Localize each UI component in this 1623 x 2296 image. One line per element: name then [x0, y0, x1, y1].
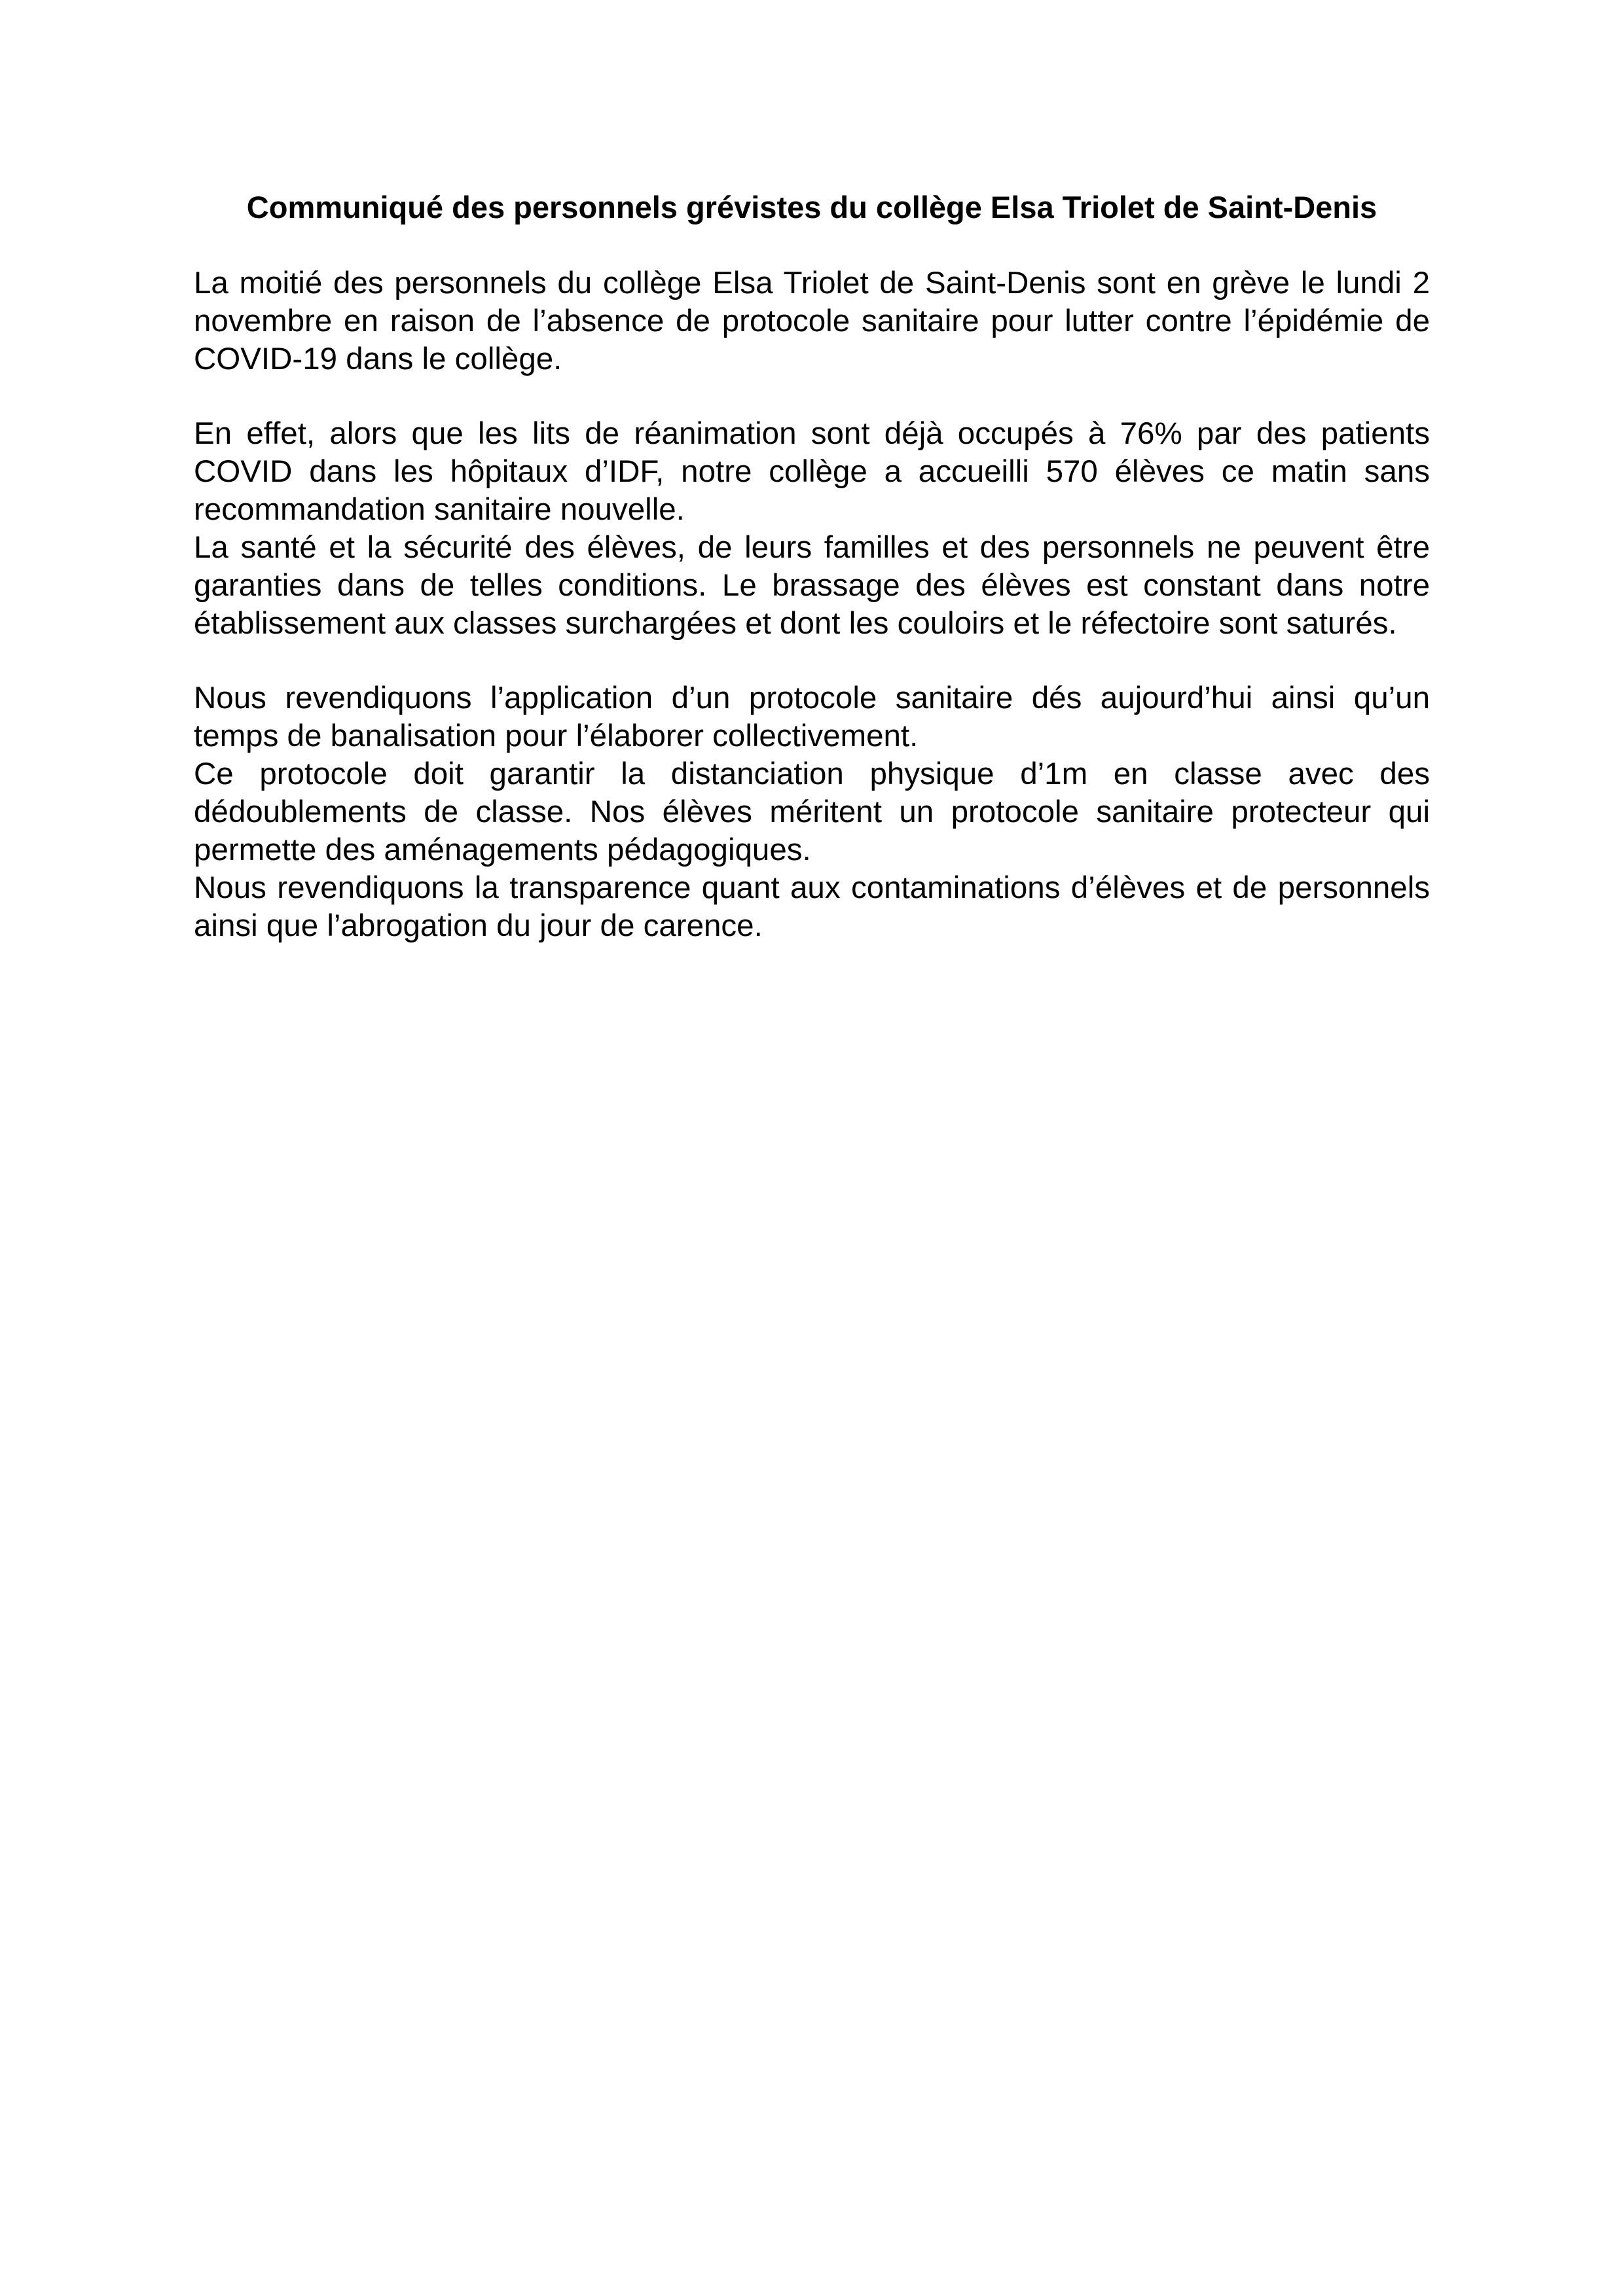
paragraph-spacer — [194, 643, 1430, 679]
paragraph-demand-transparency: Nous revendiquons la transparence quant aux contaminations d’élèves et de personnels ainsi que l’abrogation du jour de carence. — [194, 870, 1430, 943]
paragraph-demand-protocol: Nous revendiquons l’application d’un protocole sanitaire dés aujourd’hui ainsi qu’un temps de banalisation pour l’élaborer collectivement. — [194, 681, 1430, 753]
document-page — [194, 187, 1430, 945]
paragraph-protocol-requirements: Ce protocole doit garantir la distanciation physique d’1m en classe avec des dédoublements de classe. Nos élèves méritent un protocole sanitaire protecteur qui permette des aménagements pédagogiques. — [194, 757, 1430, 867]
paragraph-hospital-context: En effet, alors que les lits de réanimation sont déjà occupés à 76% par des patients COVID dans les hôpitaux d’IDF, notre collège a accueilli 570 élèves ce matin sans recommandation sanitaire nouvelle. — [194, 416, 1430, 527]
paragraph-safety-conditions: La santé et la sécurité des élèves, de leurs familles et des personnels ne peuvent être garanties dans de telles conditions. Le brassage des élèves est constant dans notre établissement aux classes surchargées et dont les couloirs et le réfectoire sont saturés. — [194, 530, 1430, 641]
paragraph-spacer — [194, 378, 1430, 415]
document-title: Communiqué des personnels grévistes du collège Elsa Triolet de Saint-Denis — [246, 190, 1377, 224]
paragraph-strike-announcement: La moitié des personnels du collège Elsa Triolet de Saint-Denis sont en grève le lundi 2 novembre en raison de l’absence de protocole sanitaire pour lutter contre l’épidémie de COVID-19 dans le collège. — [194, 266, 1430, 376]
